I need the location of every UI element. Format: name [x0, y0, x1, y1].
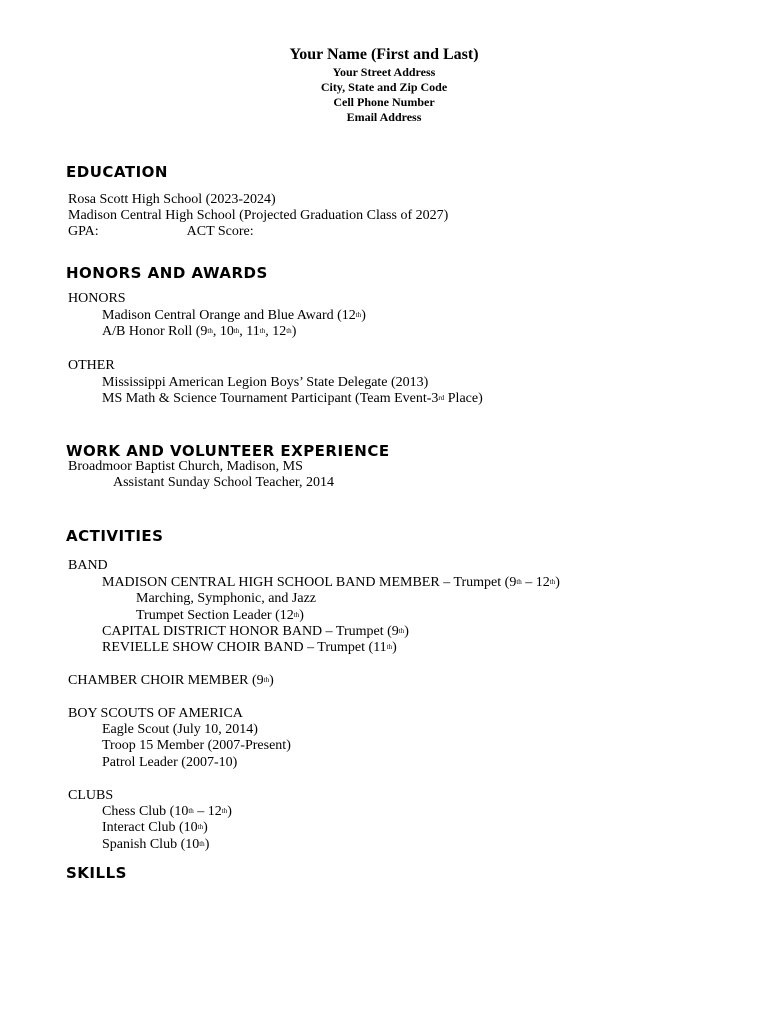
other-math-science: MS Math & Science Tournament Participant (Team Event-3rd Place) — [102, 391, 483, 406]
band-ensembles: Marching, Symphonic, and Jazz — [136, 591, 317, 606]
troop-member: Troop 15 Member (2007-Present) — [102, 738, 291, 753]
school-2: Madison Central High School (Projected Graduation Class of 2027) — [68, 208, 449, 223]
band-section-leader: Trumpet Section Leader (12th) — [136, 608, 304, 623]
work-heading: WORK AND VOLUNTEER EXPERIENCE — [66, 442, 390, 460]
band-member: MADISON CENTRAL HIGH SCHOOL BAND MEMBER – Trumpet (9th – 12th) — [102, 575, 560, 590]
chamber-choir: CHAMBER CHOIR MEMBER (9th) — [68, 673, 274, 688]
honors-heading: HONORS AND AWARDS — [66, 264, 268, 282]
interact-club: Interact Club (10th) — [102, 820, 208, 835]
gpa-label: GPA: — [68, 224, 99, 239]
clubs-label: CLUBS — [68, 788, 114, 803]
work-role: Assistant Sunday School Teacher, 2014 — [113, 475, 335, 490]
gpa-act-line — [68, 224, 254, 240]
spanish-club: Spanish Club (10th) — [102, 837, 210, 852]
email-address: Email Address — [346, 110, 422, 124]
other-boys-state: Mississippi American Legion Boys’ State Delegate (2013) — [102, 375, 429, 390]
school-1: Rosa Scott High School (2023-2024) — [68, 192, 276, 207]
cell-phone: Cell Phone Number — [333, 95, 435, 109]
award-orange-blue: Madison Central Orange and Blue Award (12th) — [102, 308, 366, 323]
street-address: Your Street Address — [332, 65, 436, 79]
other-label: OTHER — [68, 358, 115, 373]
resume-header — [0, 45, 768, 125]
eagle-scout: Eagle Scout (July 10, 2014) — [102, 722, 258, 737]
skills-heading: SKILLS — [66, 864, 127, 882]
act-label: ACT Score: — [186, 224, 254, 239]
patrol-leader: Patrol Leader (2007-10) — [102, 755, 238, 770]
education-heading: EDUCATION — [66, 163, 168, 181]
applicant-name: Your Name (First and Last) — [289, 46, 479, 63]
chess-club: Chess Club (10th – 12th) — [102, 804, 232, 819]
city-state-zip: City, State and Zip Code — [320, 80, 448, 94]
award-honor-roll: A/B Honor Roll (9th, 10th, 11th, 12th) — [102, 324, 297, 339]
band-label: BAND — [68, 558, 108, 573]
show-choir-band: REVIELLE SHOW CHOIR BAND – Trumpet (11th) — [102, 640, 397, 655]
work-org: Broadmoor Baptist Church, Madison, MS — [68, 459, 303, 474]
activities-heading: ACTIVITIES — [66, 527, 164, 545]
honor-band: CAPITAL DISTRICT HONOR BAND – Trumpet (9th) — [102, 624, 409, 639]
honors-label: HONORS — [68, 291, 126, 306]
scouts-label: BOY SCOUTS OF AMERICA — [68, 706, 243, 721]
